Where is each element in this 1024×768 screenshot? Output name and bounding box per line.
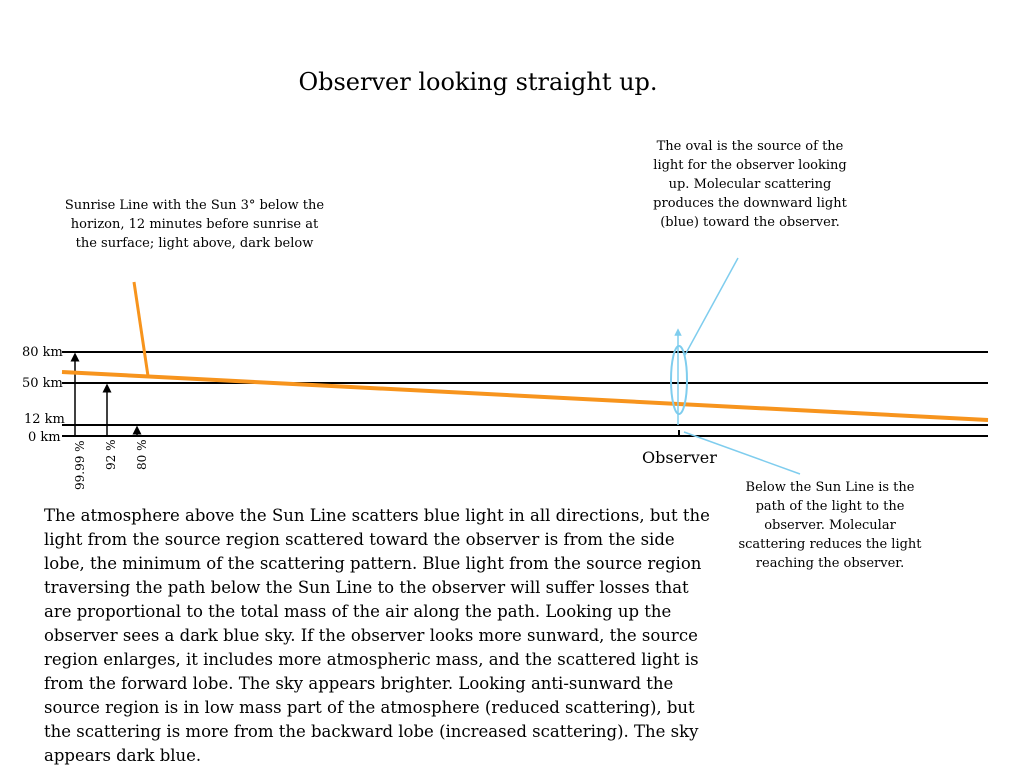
sunrise-line-note: Sunrise Line with the Sun 3° below the horizon, 12 minutes before sunrise at the surface; light above, dark below: [64, 198, 325, 251]
diagram-title: Observer looking straight up.: [298, 68, 658, 96]
altitude-label-50km: 50 km: [22, 376, 63, 391]
mass-label-92: 92 %: [104, 439, 118, 470]
below-sun-line-note: Below the Sun Line is the path of the light to the observer. Molecular scattering reduces the light reaching the observer.: [738, 480, 922, 571]
altitude-label-12km: 12 km: [24, 412, 65, 427]
sunrise-pointer: [134, 282, 148, 376]
mass-label-80: 80 %: [135, 439, 149, 470]
altitude-label-0km: 0 km: [28, 430, 61, 445]
oval-pointer: [685, 258, 738, 355]
altitude-label-80km: 80 km: [22, 345, 63, 360]
explanation-paragraph: The atmosphere above the Sun Line scatters blue light in all directions, but the light from the source region scattered toward the observer is from the side lobe, the minimum of the scattering pattern. Blue light from the source region traversing the path below the Sun Line to the observer will suffer losses that are proportional to the total mass of the air along the path. Looking up the observer sees a dark blue sky. If the observer looks more sunward, the source region enlarges, it includes more atmospheric mass, and the scattered light is from the forward lobe. The sky appears brighter. Looking anti-sunward the source region is in low mass part of the atmosphere (reduced scattering), but the scattering is more from the backward lobe (increased scattering). The sky appears dark blue.: [44, 506, 710, 765]
oval-source-note: The oval is the source of the light for the observer looking up. Molecular scattering produces the downward light (blue) toward the observer.: [653, 139, 847, 230]
mass-label-99: 99.99 %: [73, 440, 87, 490]
observer-label: Observer: [642, 448, 717, 467]
sun-line: [62, 372, 988, 420]
